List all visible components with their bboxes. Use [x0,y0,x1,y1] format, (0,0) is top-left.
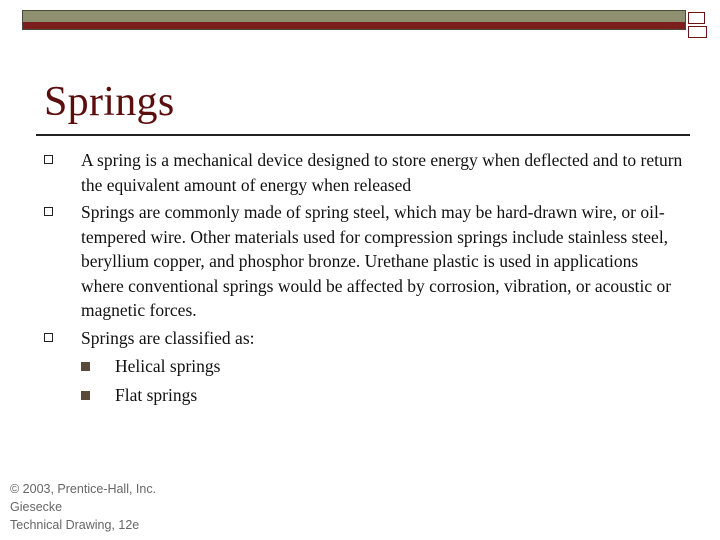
corner-square-bottom [688,26,707,38]
bullet-text: Springs are classified as: [81,327,255,348]
checkbox-bullet-icon [44,333,53,342]
sub-bullet-item [81,354,684,379]
sub-bullet-text: Helical springs [115,356,221,376]
square-bullet-icon [81,391,90,400]
sub-bullet-list [81,354,684,407]
copyright-footer [10,480,156,534]
bullet-list [44,148,684,410]
checkbox-bullet-icon [44,155,53,164]
slide-title: Springs [44,79,175,125]
sub-bullet-item [81,383,684,408]
sub-bullet-text: Flat springs [115,384,198,405]
bullet-item [44,148,684,197]
checkbox-bullet-icon [44,207,53,216]
corner-square-top [688,12,705,24]
bullet-text: A spring is a mechanical device designed to store energy when deflected and to return the equivalent amount of energy when released [81,150,683,195]
bullet-item [44,200,684,323]
footer-book-title: Technical Drawing, 12e [10,518,140,532]
header-accent-strip [23,22,685,29]
header-band [22,10,686,30]
title-divider [36,134,690,136]
square-bullet-icon [81,362,90,371]
bullet-text: Springs are commonly made of spring steel, which may be hard-drawn wire, or oil-tempered wire. Other materials used for compression springs include stainless steel, beryllium copper, and phosphor bronze. Urethane plastic is used in applications where conventional springs would be affected by corrosion, vibration, or acoustic or magnetic forces. [81,202,672,320]
footer-author: Giesecke [10,500,63,514]
bullet-item [44,326,684,408]
footer-copyright: © 2003, Prentice-Hall, Inc. [10,482,157,496]
